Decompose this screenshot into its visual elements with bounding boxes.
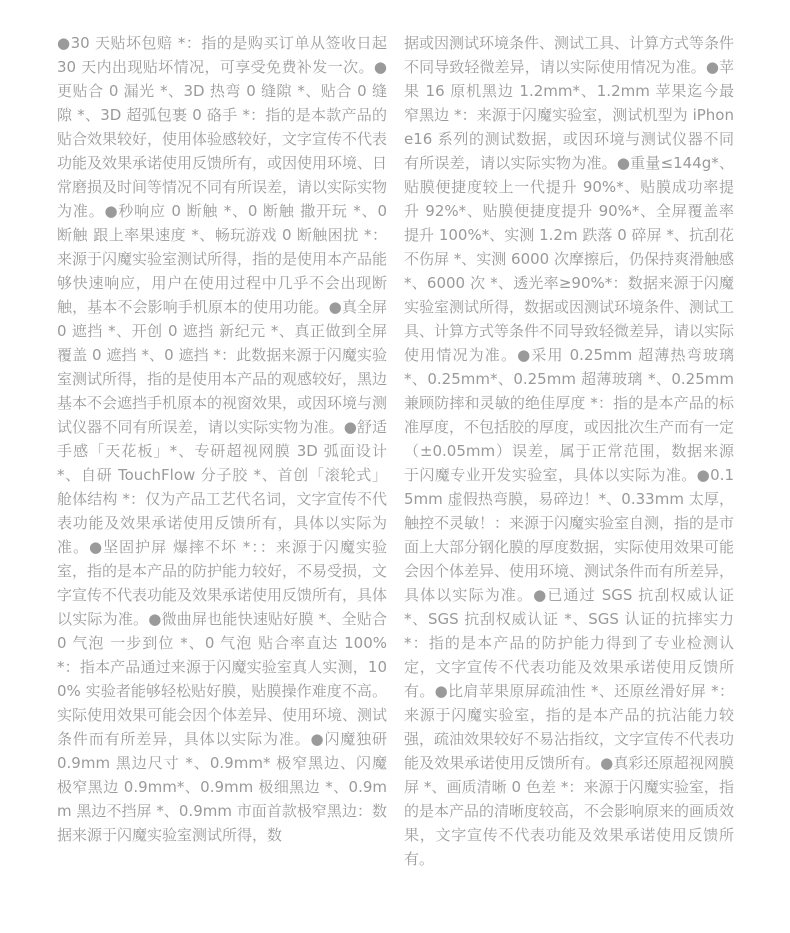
disclaimer-column-left bbox=[57, 31, 387, 847]
disclaimer-text-right: 据或因测试环境条件、测试工具、计算方式等条件不同导致轻微差异，请以实际使用情况为准。●苹果 16 原机黑边 1.2mm*、1.2mm 苹果迄今最窄黑边 *：来源于闪魔实验室，测试机型为 iPhone16 系列的测试数据，或因环境与测试仪器不同有所误差，请以实际实物为准。●重量≤144g*、贴膜便捷度较上一代提升 90%*、贴膜成功率提升 92%*、贴膜便捷度提升 90%*、全屏覆盖率提升 100%*、实测 1.2m 跌落 0 碎屏 *、抗刮花 不伤屏 *、实测 6000 次摩擦后，仍保持爽滑触感 *、6000 次 *、透光率≥90%*：数据来源于闪魔实验室测试所得，数据或因测试环境条件、测试工具、计算方式等条件不同导致轻微差异，请以实际使用情况为准。●采用 0.25mm 超薄热弯玻璃 *、0.25mm*、0.25mm 超薄玻璃 *、0.25mm 兼顾防摔和灵敏的绝佳厚度 *：指的是本产品的标准厚度，不包括胶的厚度，或因批次生产而有一定（±0.05mm）误差，属于正常范围，数据来源于闪魔专业开发实验室，具体以实际为准。●0.15mm 虚假热弯膜，易碎边！*、0.33mm 太厚，触控不灵敏！：来源于闪魔实验室自测，指的是市面上大部分钢化膜的厚度数据，实际使用效果可能会因个体差异、使用环境、测试条件而有所差异，具体以实际为准。●已通过 SGS 抗刮权威认证 *、SGS 抗刮权威认证 *、SGS 认证的抗摔实力 *：指的是本产品的防护能力得到了专业检测认定，文字宣传不代表功能及效果承诺使用反馈所有。●比肩苹果原屏疏油性 *、还原丝滑好屏 *：来源于闪魔实验室，指的是本产品的抗沾能力较强，疏油效果较好不易沾指纹，文字宣传不代表功能及效果承诺使用反馈所有。●真彩还原超视网膜屏 *、画质清晰 0 色差 *：来源于闪魔实验室，指的是本产品的清晰度较高，不会影响原来的画质效果，文字宣传不代表功能及效果承诺使用反馈所有。 bbox=[404, 34, 735, 868]
disclaimer-text-left: ●30 天贴坏包赔 *：指的是购买订单从签收日起 30 天内出现贴坏情况，可享受免费补发一次。●更贴合 0 漏光 *、3D 热弯 0 缝隙 *、贴合 0 缝隙 *、3D 超弧包裹 0 硌手 *：指的是本款产品的贴合效果较好，使用体验感较好，文字宣传不代表功能及效果承诺使用反馈所有，或因使用环境、日常磨损及时间等情况不同有所误差，请以实际实物为准。●秒响应 0 断触 *、0 断触 撒开玩 *、0 断触 跟上率果速度 *、畅玩游戏 0 断触困扰 *：来源于闪魔实验室测试所得，指的是使用本产品能够快速响应，用户在使用过程中几乎不会出现断触，基本不会影响手机原本的使用功能。●真全屏 0 遮挡 *、开创 0 遮挡 新纪元 *、真正做到全屏覆盖 0 遮挡 *、0 遮挡 *：此数据来源于闪魔实验室测试所得，指的是使用本产品的观感较好，黑边基本不会遮挡手机原本的视窗效果，或因环境与测试仪器不同有所误差，请以实际实物为准。●舒适手感「天花板」*、专研超视网膜 3D 弧面设计 *、自研 TouchFlow 分子胶 *、首创「滚轮式」舱体结构 *：仅为产品工艺代名词，文字宣传不代表功能及效果承诺使用反馈所有，具体以实际为准。●坚固护屏 爆摔不坏 *：：来源于闪魔实验室，指的是本产品的防护能力较好，不易受损，文字宣传不代表功能及效果承诺使用反馈所有，具体以实际为准。●微曲屏也能快速贴好膜 *、全贴合 0 气泡 一步到位 *、0 气泡 贴合率直达 100%*：指本产品通过来源于闪魔实验室真人实测，100% 实验者能够轻松贴好膜，贴膜操作难度不高。实际使用效果可能会因个体差异、使用环境、测试条件而有所差异，具体以实际为准。●闪魔独研 0.9mm 黑边尺寸 *、0.9mm* 极窄黑边、闪魔极窄黑边 0.9mm*、0.9mm 极细黑边 *、0.9mm 黑边不挡屏 *、0.9mm 市面首款极窄黑边：数据来源于闪魔实验室测试所得，数 bbox=[57, 34, 388, 844]
disclaimer-column-right bbox=[404, 31, 734, 871]
